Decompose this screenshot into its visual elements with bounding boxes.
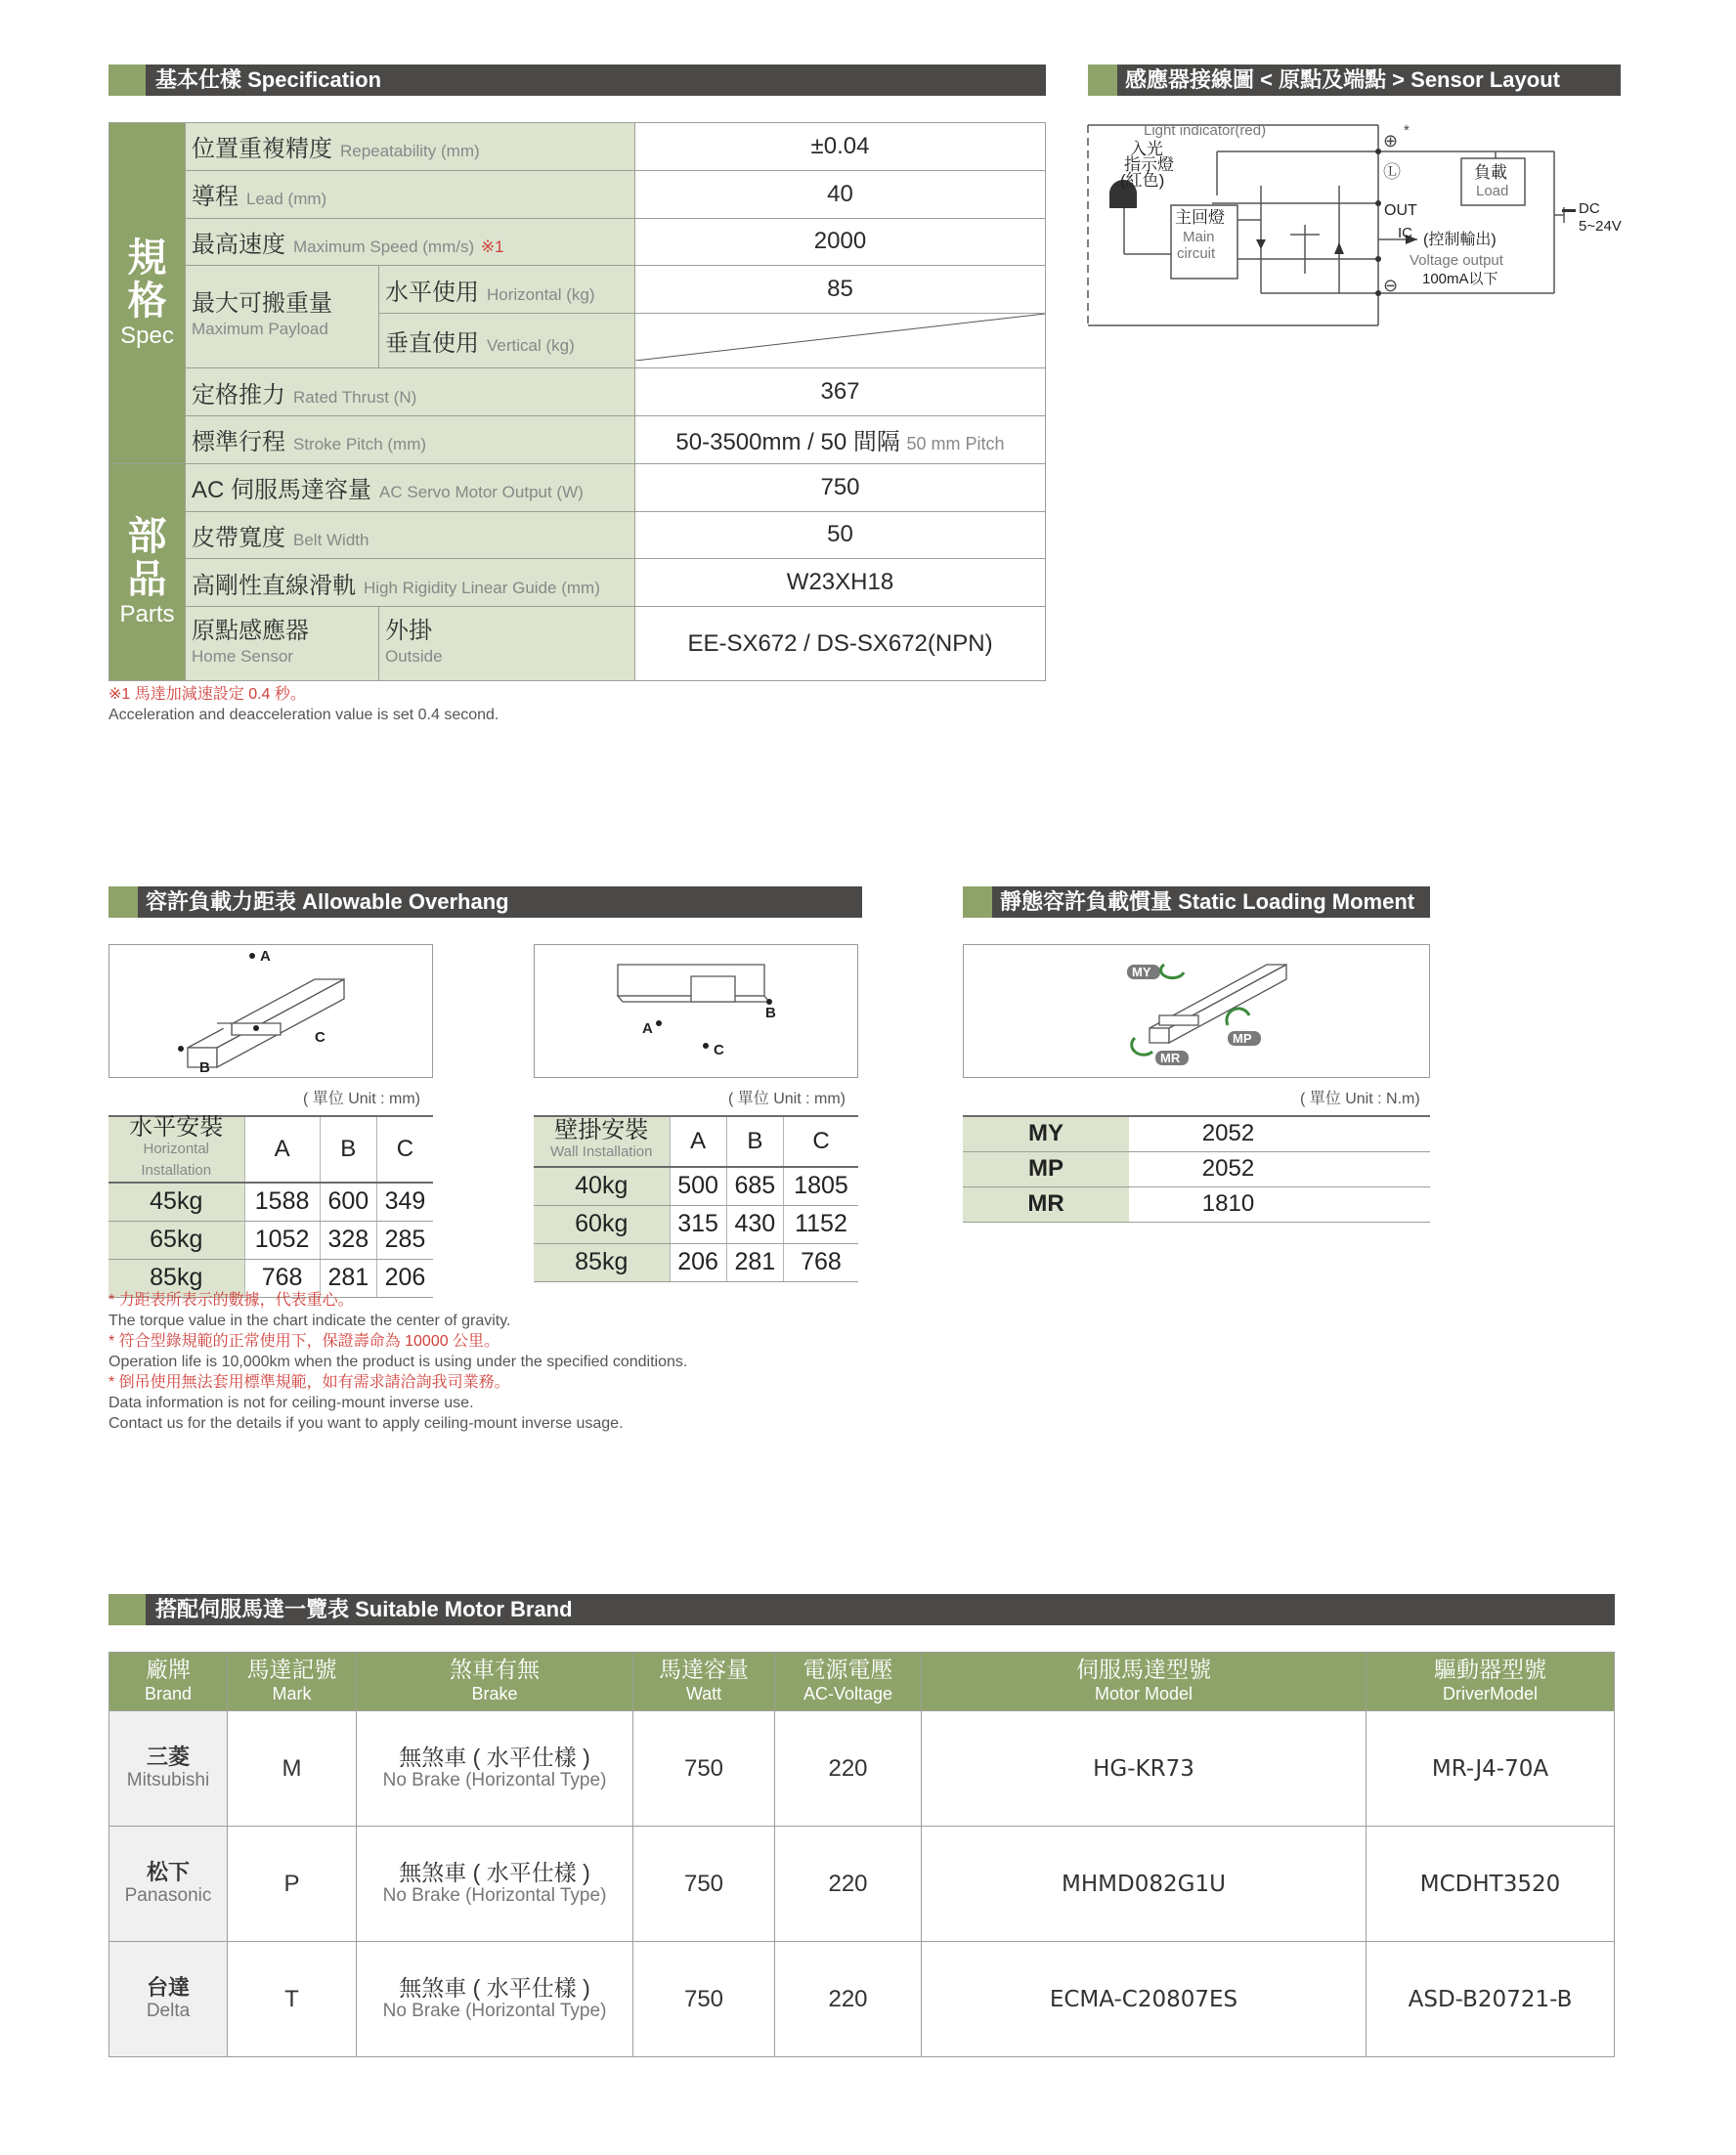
table-row: 三菱 Mitsubishi M 無煞車 ( 水平仕樣 ) No Brake (Horizontal Type) 750 220 HG-KR73 MR-J4-70A [109, 1711, 1615, 1827]
table-row: 85kg 768 281 206 [108, 1259, 433, 1297]
spec-row-label: 定格推力 Rated Thrust (N) [186, 368, 635, 416]
svg-text:指示燈: 指示燈 [1124, 155, 1174, 174]
spec-row-label: 位置重複精度 Repeatability (mm) [186, 123, 635, 171]
spec-group-label: 規 格 Spec [109, 123, 186, 464]
spec-row-value: 50 [635, 511, 1046, 559]
parts-group-label: 部 品 Parts [109, 463, 186, 680]
horizontal-unit-label: ( 單位 Unit : mm) [303, 1091, 420, 1107]
table-row: 85kg 206 281 768 [534, 1243, 858, 1281]
spec-row-label: AC 伺服馬達容量 AC Servo Motor Output (W) [186, 463, 635, 511]
horizontal-overhang-table: 水平安裝 Horizontal Installation A B C 45kg 1588 600 349 65kg 1052 328 285 85kg 768 281 206 [108, 1115, 433, 1298]
light-indicator-label: Light indicator(red) [1144, 122, 1267, 139]
svg-text:Main: Main [1183, 229, 1215, 245]
svg-text:A: A [260, 948, 271, 965]
table-row: MR 1810 [963, 1186, 1430, 1222]
table-row: 60kg 315 430 1152 [534, 1205, 858, 1243]
payload-horizontal-value: 85 [635, 266, 1046, 314]
table-row: 45kg 1588 600 349 [108, 1183, 433, 1221]
spec-row-value: 2000 [635, 218, 1046, 266]
overhang-section-header [108, 886, 862, 918]
moment-unit-label: ( 單位 Unit : N.m) [1300, 1091, 1420, 1107]
svg-text:100mA以下: 100mA以下 [1422, 271, 1498, 287]
svg-text:*: * [1404, 122, 1410, 139]
table-row: 65kg 1052 328 285 [108, 1221, 433, 1259]
table-row: 松下 Panasonic P 無煞車 ( 水平仕樣 ) No Brake (Horizontal Type) 750 220 MHMD082G1U MCDHT3520 [109, 1827, 1615, 1942]
svg-text:DC: DC [1579, 200, 1600, 217]
home-sensor-value: EE-SX672 / DS-SX672(NPN) [635, 607, 1046, 681]
motor-section-title: 搭配伺服馬達一覽表 Suitable Motor Brand [155, 1597, 573, 1621]
spec-section-title: 基本仕樣 Specification [155, 67, 382, 92]
spec-row-value: W23XH18 [635, 559, 1046, 607]
svg-text:入光: 入光 [1130, 140, 1163, 158]
load-label: 負載 [1474, 163, 1507, 182]
svg-text:B: B [765, 1005, 776, 1021]
payload-vertical-value [635, 314, 1046, 368]
home-sensor-label: 原點感應器 Home Sensor [186, 607, 379, 681]
overhang-notes: * 力距表所表示的數據，代表重心。 The torque value in the chart indicate the center of gravity. * 符合型錄規範的正常使用下，保證壽命為 10000 公里。 Operation life is 10,000km when the product is using under the specified conditions. * 倒吊使用無法套用標準規範，如有需求請洽詢我司業務。 Data information is not for ceiling-mount inverse use. Contact us for the details if you want to apply ceiling-mount inverse usage. [108, 1292, 688, 1432]
spec-row-value: 750 [635, 463, 1046, 511]
moment-section-header [963, 886, 1430, 918]
my-rotation-icon [1161, 965, 1184, 978]
svg-text:IC: IC [1398, 225, 1412, 241]
home-sensor-mount: 外掛 Outside [379, 607, 635, 681]
l-terminal-icon: Ⓛ [1383, 162, 1401, 182]
svg-text:(紅色): (紅色) [1120, 171, 1165, 190]
wall-install-diagram [534, 944, 858, 1078]
wall-install-header: 壁掛安裝 Wall Installation [534, 1116, 670, 1167]
horizontal-install-diagram [108, 944, 433, 1078]
svg-text:5~24V: 5~24V [1579, 218, 1622, 235]
payload-label: 最大可搬重量 Maximum Payload [186, 266, 379, 368]
motor-table: 廠牌 Brand 馬達記號 Mark 煞車有無 Brake 馬達容量 Watt 電源電壓 AC-Voltage 伺服馬達型號 Motor Model 驅動器型號 DriverModel 三菱 Mitsubishi M 無煞車 ( 水平仕樣 ) No Brake (Horizontal Type) 750 220 HG-KR73 MR-J4-70A 松下 Panasonic P 無煞車 ( 水平仕樣 ) No Brake (Horizontal Type) 750 220 MHMD082G1U MCDHT3520 台達 Delta T 無煞車 ( 水平仕樣 ) No Brake (Horizontal Type) 750 220 ECMA-C20807ES ASD-B20721-B [108, 1652, 1615, 2057]
svg-text:C: C [714, 1042, 724, 1058]
table-row: MP 2052 [963, 1151, 1430, 1186]
spec-row-label: 高剛性直線滑軌 High Rigidity Linear Guide (mm) [186, 559, 635, 607]
spec-row-value: 367 [635, 368, 1046, 416]
spec-table [108, 122, 1046, 681]
svg-text:主回燈: 主回燈 [1175, 208, 1225, 227]
spec-row-value: 40 [635, 170, 1046, 218]
sensor-section-title: 感應器接線圖 < 原點及端點 > Sensor Layout [1125, 67, 1560, 92]
moment-section-title: 靜態容許負載慣量 Static Loading Moment [1000, 889, 1415, 914]
spec-row-label: 導程 Lead (mm) [186, 170, 635, 218]
minus-terminal-icon: ⊖ [1383, 276, 1399, 295]
plus-terminal-icon: ⊕ [1383, 131, 1399, 151]
svg-text:Voltage output: Voltage output [1410, 252, 1503, 269]
wall-overhang-table: 壁掛安裝 Wall Installation A B C 40kg 500 685 1805 60kg 315 430 1152 85kg 206 281 768 [534, 1115, 858, 1282]
svg-text:circuit: circuit [1177, 245, 1216, 262]
spec-row-value: ±0.04 [635, 123, 1046, 171]
payload-horizontal-label: 水平使用 Horizontal (kg) [379, 266, 635, 314]
table-row: 40kg 500 685 1805 [534, 1167, 858, 1205]
spec-row-label: 標準行程 Stroke Pitch (mm) [186, 415, 635, 463]
spec-row-label: 皮帶寬度 Belt Width [186, 511, 635, 559]
spec-footnote: ※1 馬達加減速設定 0.4 秒。 Acceleration and deacceleration value is set 0.4 second. [108, 686, 499, 723]
svg-text:C: C [315, 1029, 326, 1046]
svg-text:OUT: OUT [1384, 202, 1417, 219]
payload-vertical-label: 垂直使用 Vertical (kg) [379, 314, 635, 368]
svg-text:(控制輸出): (控制輸出) [1423, 232, 1497, 248]
not-applicable-slash [635, 314, 1045, 361]
svg-text:MP: MP [1233, 1031, 1252, 1046]
spec-section-header [108, 65, 1046, 96]
overhang-section-title: 容許負載力距表 Allowable Overhang [146, 889, 509, 914]
svg-text:MR: MR [1160, 1051, 1181, 1065]
wall-unit-label: ( 單位 Unit : mm) [728, 1091, 846, 1107]
horizontal-install-header: 水平安裝 Horizontal Installation [108, 1116, 244, 1183]
motor-section-header [108, 1594, 1615, 1625]
svg-text:MY: MY [1132, 965, 1151, 979]
svg-text:B: B [199, 1059, 210, 1076]
spec-row-value: 50-3500mm / 50 間隔 50 mm Pitch [635, 415, 1046, 463]
svg-text:Load: Load [1476, 183, 1509, 199]
sensor-wiring-diagram [1085, 117, 1632, 332]
mp-rotation-icon [1227, 1009, 1249, 1025]
spec-row-label: 最高速度 Maximum Speed (mm/s) ※1 [186, 218, 635, 266]
moment-table [963, 1115, 1430, 1223]
sensor-section-header [1088, 65, 1621, 96]
table-row: 台達 Delta T 無煞車 ( 水平仕樣 ) No Brake (Horizontal Type) 750 220 ECMA-C20807ES ASD-B20721-B [109, 1942, 1615, 2057]
moment-diagram [963, 944, 1430, 1078]
svg-text:A: A [642, 1020, 653, 1037]
table-row: MY 2052 [963, 1116, 1430, 1151]
